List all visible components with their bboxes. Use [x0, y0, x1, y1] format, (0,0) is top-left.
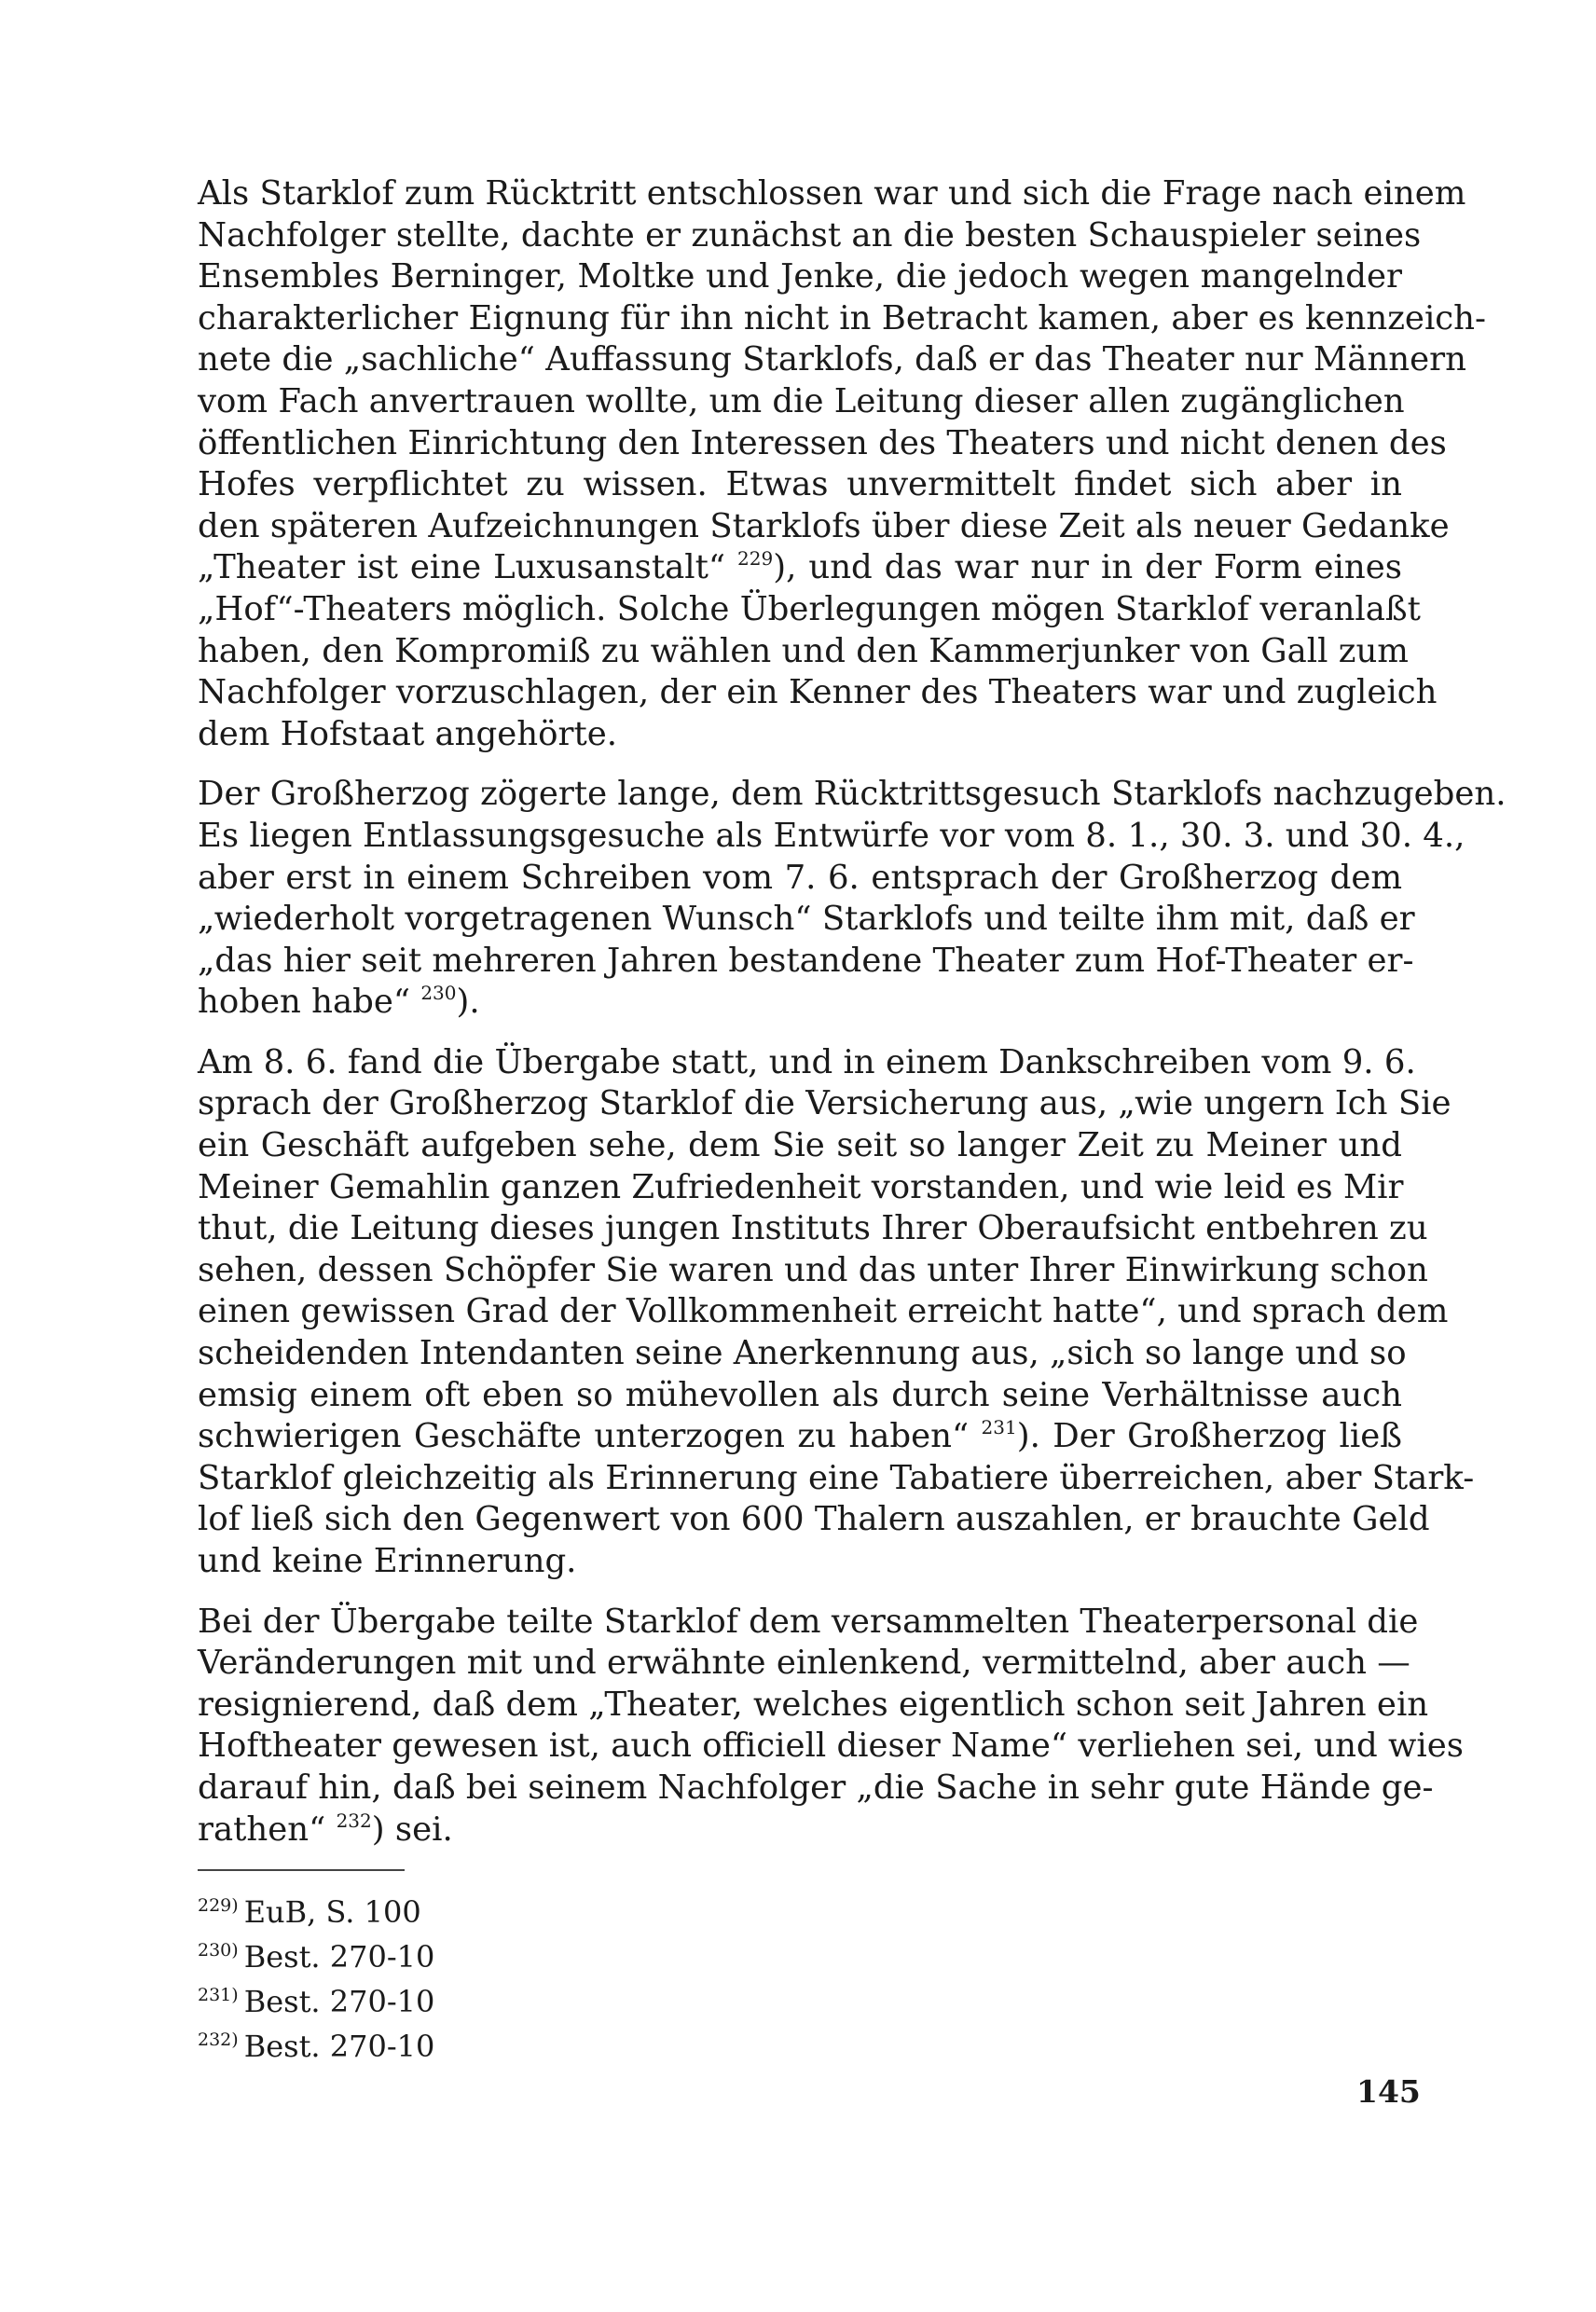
page-number: 145: [1356, 2073, 1421, 2110]
footnote-ref: 230: [420, 982, 457, 1005]
text-line: resignierend, daß dem „Theater, welches eigentlich schon seit Jahren ein: [198, 1685, 1429, 1724]
text-line: sehen, dessen Schöpfer Sie waren und das unter Ihrer Einwirkung schon: [198, 1250, 1428, 1289]
text-line: thut, die Leitung dieses jungen Instituts Ihrer Oberaufsicht entbehren zu: [198, 1209, 1428, 1248]
text-line: Veränderungen mit und erwähnte einlenkend, vermittelnd, aber auch —: [198, 1644, 1410, 1683]
paragraph: [198, 1042, 1475, 1583]
text-line: Am 8. 6. fand die Übergabe statt, und in einem Dankschreiben vom 9. 6.: [198, 1042, 1416, 1081]
text-line: einen gewissen Grad der Vollkommenheit erreicht hatte“, und sprach dem: [198, 1292, 1449, 1331]
text-line: Nachfolger stellte, dachte er zunächst an die besten Schauspieler seines: [198, 215, 1422, 255]
text-line: und keine Erinnerung.: [198, 1542, 577, 1580]
text-line: scheidenden Intendanten seine Anerkennung aus, „sich so lange und so: [198, 1334, 1407, 1373]
footnote-ref: 229: [737, 547, 774, 571]
text-line: Bei der Übergabe teilte Starklof dem versammelten Theaterpersonal die: [198, 1602, 1419, 1641]
text-line: charakterlicher Eignung für ihn nicht in Betracht kamen, aber es kennzeich-: [198, 298, 1487, 337]
text-line: den späteren Aufzeichnungen Starklofs über diese Zeit als neuer Gedanke: [198, 506, 1450, 545]
text-line: haben, den Kompromiß zu wählen und den Kammerjunker von Gall zum: [198, 631, 1409, 670]
text-line: darauf hin, daß bei seinem Nachfolger „die Sache in sehr gute Hände ge-: [198, 1768, 1434, 1807]
text-line: rathen“ $^{232}$) sei.: [198, 1809, 453, 1849]
text-line: „wiederholt vorgetragenen Wunsch“ Starklofs und teilte ihm mit, daß er: [198, 900, 1415, 939]
footnote-number: 231): [198, 1985, 239, 2006]
footnotes: [198, 1890, 1402, 2069]
text-line: Hoftheater gewesen ist, auch officiell dieser Name“ verliehen sei, und wies: [198, 1727, 1464, 1766]
text-line: Der Großherzog zögerte lange, dem Rücktrittsgesuch Starklofs nachzugeben.: [198, 775, 1507, 814]
text-line: nete die „sachliche“ Auffassung Starklofs, daß er das Theater nur Männern: [198, 340, 1467, 379]
text-line: Als Starklof zum Rücktritt entschlossen war und sich die Frage nach einem: [198, 174, 1466, 213]
text-line: Starklof gleichzeitig als Erinnerung eine Tabatiere überreichen, aber Stark-: [198, 1458, 1475, 1497]
page-body: [198, 173, 1507, 2069]
text-line: Nachfolger vorzuschlagen, der ein Kenner des Theaters war und zugleich: [198, 673, 1438, 712]
text-line: „Hof“-Theaters möglich. Solche Überlegungen mögen Starklof veranlaßt: [198, 589, 1421, 628]
paragraph: [198, 774, 1507, 1024]
footnote-number: 232): [198, 2030, 239, 2051]
text-line: sprach der Großherzog Starklof die Versicherung aus, „wie ungern Ich Sie: [198, 1084, 1452, 1123]
footnote-number: 230): [198, 1940, 239, 1961]
text-line: Ensembles Berninger, Moltke und Jenke, die jedoch wegen mangelnder: [198, 257, 1402, 296]
text-line: vom Fach anvertrauen wollte, um die Leitung dieser allen zugänglichen: [198, 381, 1405, 420]
text-line: lof ließ sich den Gegenwert von 600 Thalern auszahlen, er brauchte Geld: [198, 1500, 1430, 1539]
text-line: hoben habe“ $^{230}$).: [198, 982, 480, 1022]
paragraph: [198, 1602, 1464, 1851]
footnote-text: EuB, S. 100: [243, 1894, 421, 1931]
footnote-ref: 232: [336, 1809, 372, 1832]
footnote-number: 229): [198, 1895, 239, 1917]
footnote-text: Best. 270-10: [243, 1939, 435, 1975]
text-line: schwierigen Geschäfte unterzogen zu haben“ $^{231}$). Der Großherzog ließ: [198, 1416, 1402, 1456]
text-line: emsig einem oft eben so mühevollen als durch seine Verhältnisse auch: [198, 1375, 1402, 1414]
footnote-text: Best. 270-10: [243, 2029, 435, 2065]
text-line: „das hier seit mehreren Jahren bestandene Theater zum Hof-Theater er-: [198, 941, 1414, 980]
text-line: ein Geschäft aufgeben sehe, dem Sie seit so langer Zeit zu Meiner und: [198, 1126, 1402, 1165]
footnote: [198, 1979, 1402, 2024]
paragraph: [198, 173, 1487, 755]
footnote: [198, 1934, 1402, 1979]
text-line: aber erst in einem Schreiben vom 7. 6. entsprach der Großherzog dem: [198, 858, 1402, 897]
footnote-text: Best. 270-10: [243, 1984, 435, 2020]
text-line: Meiner Gemahlin ganzen Zufriedenheit vorstanden, und wie leid es Mir: [198, 1167, 1404, 1206]
text-line: „Theater ist eine Luxusanstalt“ $^{229}$), und das war nur in der Form eines: [198, 547, 1402, 587]
text-line: dem Hofstaat angehörte.: [198, 714, 618, 753]
footnote-divider: [198, 1869, 405, 1871]
footnote: [198, 2024, 1402, 2069]
text-line: Es liegen Entlassungsgesuche als Entwürfe vor vom 8. 1., 30. 3. und 30. 4.,: [198, 816, 1465, 855]
body-text: [198, 173, 1507, 1851]
text-line: öffentlichen Einrichtung den Interessen des Theaters und nicht denen des: [198, 423, 1447, 462]
text-line: Hofes verpflichtet zu wissen. Etwas unvermittelt findet sich aber in: [198, 465, 1402, 504]
footnote: [198, 1890, 1402, 1934]
footnote-ref: 231: [981, 1416, 1017, 1439]
